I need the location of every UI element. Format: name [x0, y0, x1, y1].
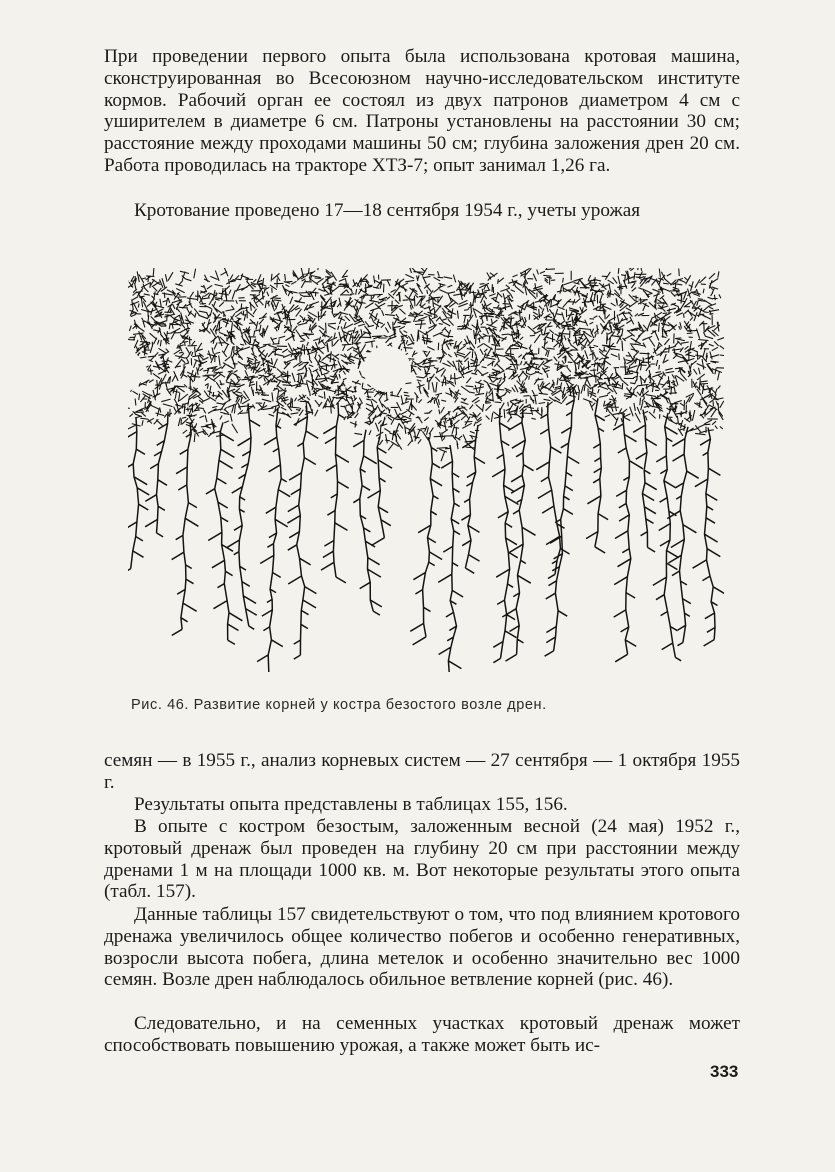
root-strand: [653, 413, 681, 661]
paragraph-conclusion: Следовательно, и на семенных участках кротовый дренаж может способствовать повышению урожая, а также может быть ис-: [104, 1013, 740, 1056]
paragraph-mole-machine: При проведении первого опыта была использована кротовая машина, сконструированная во Всесоюзном научно-исследовательском институте кормов. Рабочий орган ее состоял из двух патронов диаметром 4 см с уширителем в диаметре 6 см. Патроны установлены на расстоянии 30 см; расстояние между проходами машины 50 см; глубина заложения дрен 20 см. Работа проводилась на тракторе ХТЗ-7; опыт занимал 1,26 га.: [104, 46, 740, 176]
paragraph-results: Результаты опыта представлены в таблицах 155, 156.: [134, 794, 568, 815]
root-strand: [287, 406, 318, 659]
paragraph-experiment: В опыте с костром безостым, заложенным весной (24 мая) 1952 г., кротовый дренаж был проведен на глубину 20 см при расстоянии между дренами 1 м на площади 1000 кв. м. Вот некоторые результаты этого опыта (табл. 157).: [104, 816, 740, 903]
root-strand: [586, 398, 608, 553]
root-strand: [206, 422, 243, 644]
drain-hole: [363, 346, 411, 392]
root-strand: [145, 412, 168, 537]
root-strand: [633, 410, 657, 552]
figure-caption: Рис. 46. Развитие корней у костра безостого возле дрен.: [131, 697, 547, 713]
root-strands: [128, 387, 724, 672]
root-strand: [128, 417, 149, 572]
paragraph-seed-dates: семян — в 1955 г., анализ корневых систем — 27 сентября — 1 октября 1955 г.: [104, 750, 740, 793]
page-number: 333: [710, 1062, 739, 1081]
root-strand: [172, 423, 199, 636]
root-strand: [368, 436, 393, 545]
root-strand: [667, 427, 699, 646]
root-strand: [502, 409, 535, 661]
roots-illustration: [128, 268, 724, 672]
root-strand: [693, 428, 724, 647]
root-strand: [227, 404, 260, 630]
root-strand: [545, 387, 580, 656]
root-strand: [257, 408, 290, 672]
root-strand: [613, 413, 643, 662]
paragraph-mole-date: Кротование проведено 17—18 сентября 1954 г., учеты урожая: [134, 200, 641, 221]
root-strand: [410, 437, 442, 645]
root-strand: [438, 445, 463, 672]
paragraph-table-data: Данные таблицы 157 свидетельствуют о том, что под влиянием кротового дренажа увеличилось общее количество побегов и особенно генеративных, возросли высота побега, длина метелок и особенно значительно вес 1000 семян. Возле дрен наблюдалось обильное ветвление корней (рис. 46).: [104, 904, 740, 991]
root-strand: [321, 403, 349, 583]
